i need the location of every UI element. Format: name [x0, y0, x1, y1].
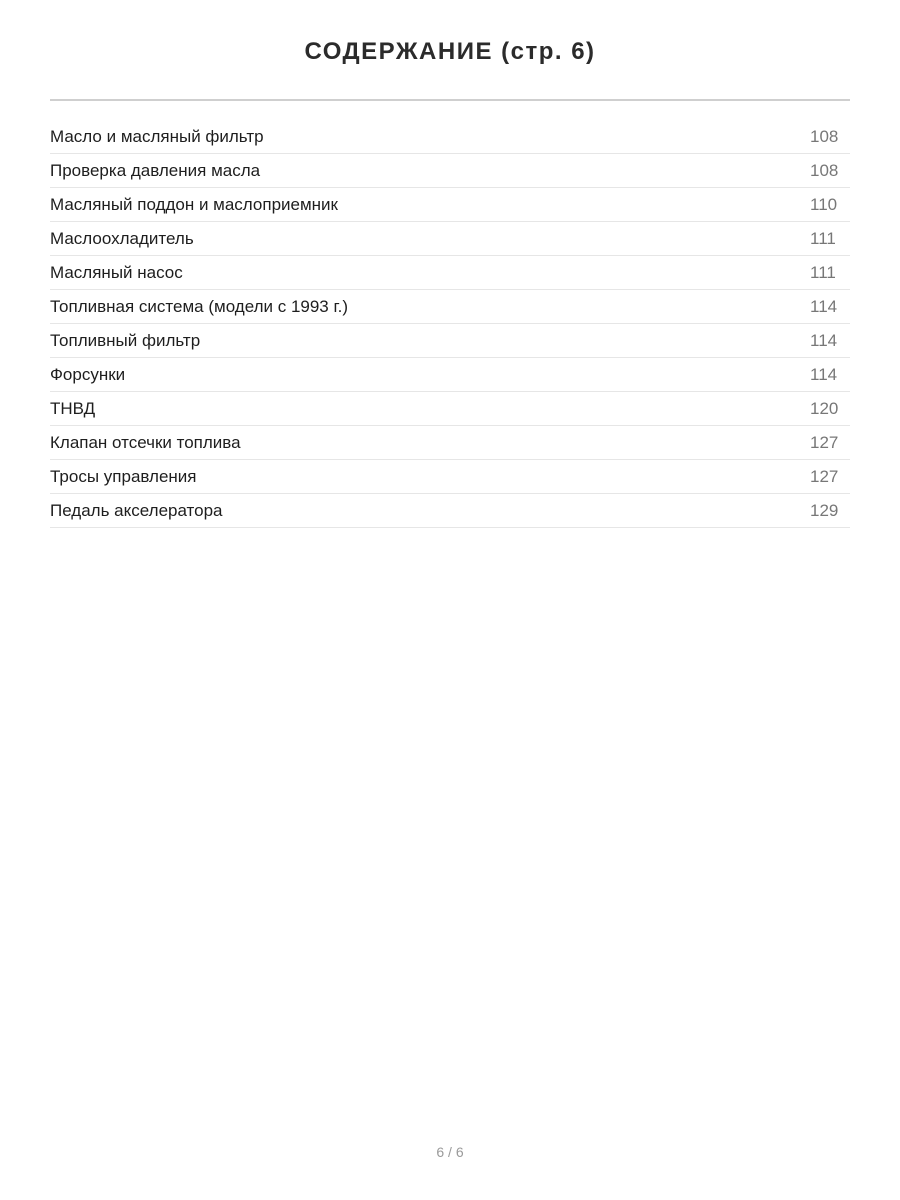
page-title: СОДЕРЖАНИЕ (стр. 6) — [304, 38, 596, 65]
title-divider — [50, 99, 850, 101]
toc-entry[interactable] — [50, 426, 850, 460]
toc-entry[interactable] — [50, 188, 850, 222]
toc-entry-title: Форсунки — [50, 364, 126, 384]
toc-entry-page: 111 — [810, 228, 836, 248]
table-of-contents — [50, 120, 850, 528]
toc-entry-title: Масляный поддон и маслоприемник — [50, 194, 338, 214]
toc-entry-title: Масло и масляный фильтр — [50, 126, 264, 146]
toc-entry-page: 127 — [810, 466, 839, 486]
toc-entry-page: 129 — [810, 500, 839, 520]
toc-entry[interactable] — [50, 324, 850, 358]
toc-entry-title: Топливная система (модели с 1993 г.) — [50, 296, 348, 316]
toc-entry-page: 110 — [810, 194, 838, 214]
toc-entry-title: Тросы управления — [50, 466, 197, 486]
toc-entry-title: Топливный фильтр — [50, 330, 201, 350]
toc-entry[interactable] — [50, 392, 850, 426]
toc-entry-page: 127 — [810, 432, 839, 452]
toc-entry[interactable] — [50, 222, 850, 256]
toc-entry[interactable] — [50, 120, 850, 154]
toc-entry[interactable] — [50, 494, 850, 528]
toc-entry-title: Масляный насос — [50, 262, 183, 282]
toc-entry[interactable] — [50, 358, 850, 392]
toc-entry[interactable] — [50, 460, 850, 494]
toc-entry-title: Педаль акселератора — [50, 500, 223, 520]
toc-entry[interactable] — [50, 290, 850, 324]
toc-entry-title: ТНВД — [50, 398, 96, 418]
toc-entry[interactable] — [50, 154, 850, 188]
toc-entry-page: 114 — [810, 330, 838, 350]
toc-entry-page: 114 — [810, 364, 838, 384]
toc-entry-title: Проверка давления масла — [50, 160, 261, 180]
toc-entry-page: 108 — [810, 126, 839, 146]
toc-entry-page: 120 — [810, 398, 839, 418]
toc-entry-page: 114 — [810, 296, 838, 316]
toc-entry-page: 108 — [810, 160, 839, 180]
toc-entry-title: Клапан отсечки топлива — [50, 432, 241, 452]
toc-entry[interactable] — [50, 256, 850, 290]
toc-entry-page: 111 — [810, 262, 836, 282]
toc-entry-title: Маслоохладитель — [50, 228, 194, 248]
page-indicator: 6 / 6 — [436, 1144, 464, 1160]
